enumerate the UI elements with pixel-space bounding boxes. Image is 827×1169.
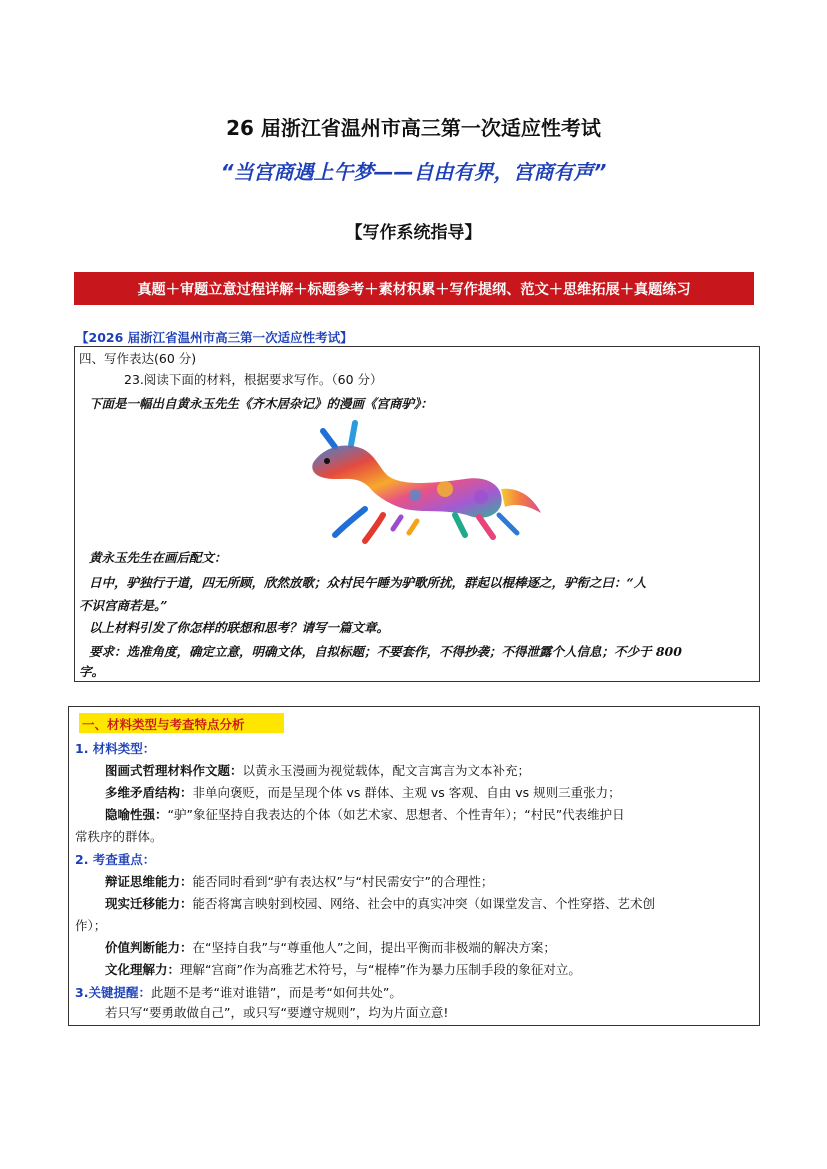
s1-item: 隐喻性强：“驴”象征坚持自我表达的个体（如艺术家、思想者、个性青年）；“村民”代表维护日 [105,807,625,822]
caption-line-1: 日中，驴独行于道，四无所顾，欣然放歌；众村民午睡为驴歌所扰，群起以棍棒逐之，驴衔之曰：“人 [89,575,647,590]
question-intro: 下面是一幅出自黄永玉先生《齐木居杂记》的漫画《宫商驴》： [89,396,433,411]
s2-item: 价值判断能力：在“坚持自我”与“尊重他人”之间，提出平衡而非极端的解决方案； [105,940,556,955]
contents-banner: 真题＋审题立意过程详解＋标题参考＋素材积累＋写作提纲、范文＋思维拓展＋真题练习 [74,272,754,305]
section-2-title: 2. 考查重点： [75,852,156,867]
s1-wrap: 常秩序的群体。 [75,829,163,844]
analysis-box [68,706,760,1026]
section-3-line-2: 若只写“要勇敢做自己”，或只写“要遵守规则”，均为片面立意! [105,1005,449,1020]
exam-source-label: 【2026 届浙江省温州市高三第一次适应性考试】 [76,330,353,345]
analysis-heading: 一、材料类型与考查特点分析 [82,717,245,732]
question-section: 四、写作表达(60 分) [79,351,197,366]
guide-heading: 【写作系统指导】 [345,223,482,243]
section-1-title: 1. 材料类型： [75,741,156,756]
document-title: 26 届浙江省温州市高三第一次适应性考试 [226,116,601,140]
s2-wrap: 作）； [75,918,107,933]
donkey-illustration [305,417,545,547]
writing-prompt: 以上材料引发了你怎样的联想和思考？请写一篇文章。 [89,620,390,635]
requirements-line-1: 要求：选准角度，确定立意，明确文体，自拟标题；不要套作，不得抄袭；不得泄露个人信息；不少于 800 [89,644,682,659]
s2-item: 现实迁移能力：能否将寓言映射到校园、网络、社会中的真实冲突（如课堂发言、个性穿搭、艺术创 [105,896,656,911]
s2-item: 文化理解力：理解“宫商”作为高雅艺术符号，与“棍棒”作为暴力压制手段的象征对立。 [105,962,581,977]
caption-intro: 黄永玉先生在画后配文： [89,550,227,565]
caption-line-2: 不识宫商若是。” [79,598,168,613]
s1-item: 图画式哲理材料作文题：以黄永玉漫画为视觉载体，配文言寓言为文本补充； [105,763,531,778]
question-box [74,346,760,682]
section-3: 3.关键提醒：此题不是考“谁对谁错”，而是考“如何共处”。 [75,985,402,1000]
s2-item: 辩证思维能力：能否同时看到“驴有表达权”与“村民需安宁”的合理性； [105,874,494,889]
requirements-line-2: 字。 [79,664,105,679]
s1-item: 多维矛盾结构：非单向褒贬，而是呈现个体 vs 群体、主观 vs 客观、自由 vs 规则三重张力； [105,785,621,800]
document-subtitle: “当宫商遇上午梦——自由有界，宫商有声” [220,160,607,184]
question-item: 23.阅读下面的材料，根据要求写作。（60 分） [124,372,383,387]
